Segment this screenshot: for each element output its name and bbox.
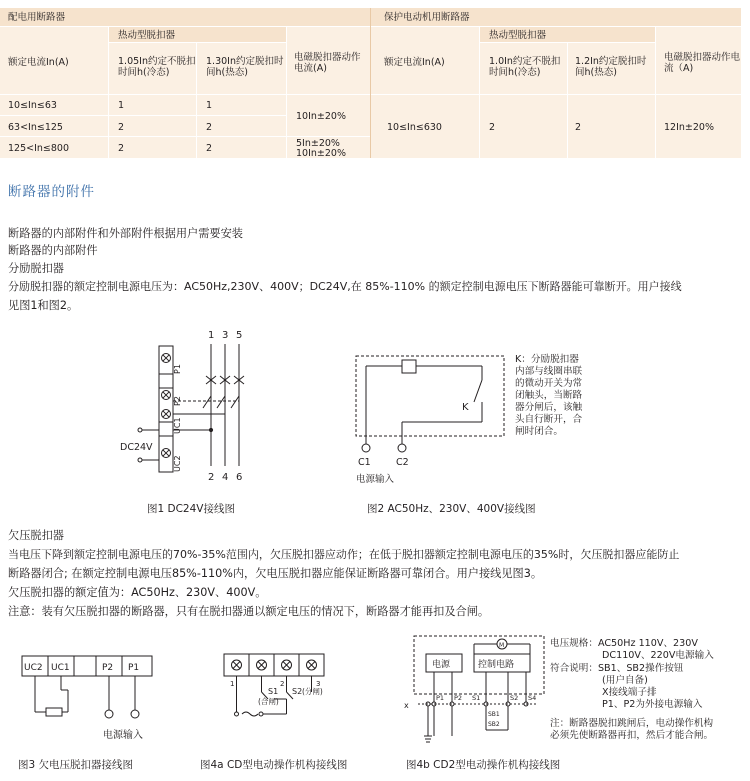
x-label: x [404,701,409,710]
spec-line: (用户自备) [602,675,648,686]
fig3-caption: 图3 欠电压脱扣器接线图 [18,759,134,771]
fig2-note-line: 闸时闭合。 [515,426,563,437]
terminal-icon [282,660,292,670]
terminal-icon [162,449,171,458]
terminal-icon [257,660,267,670]
terminal-label: P1 [128,663,140,673]
fig3-wiring-diagram [18,652,158,744]
terminal-number: 2 [280,680,285,688]
right-group-title: 保护电动机用断路器 [384,12,470,23]
row1-range: 10≤In≤63 [8,100,57,111]
terminal-number: 1 [230,680,235,688]
terminal-label: UC1 [173,417,182,434]
grid-line [108,26,109,158]
supply-label: DC24V [120,442,153,453]
button-label: SB1 [488,711,500,718]
terminal-number: 6 [236,472,243,483]
grid-line [0,136,370,137]
right-c1: 2 [489,122,496,133]
paragraph: 当电压下降到额定控制电源电压的70%-35%范围内，欠压脱扣器应动作；在低于脱扣器额定控制电源电压的35%时，欠压脱扣器应能防止 [8,548,680,561]
spec-line: DC110V、220V电源输入 [602,650,714,661]
grid-line [108,42,286,43]
fig4b-wiring-diagram [402,632,547,748]
terminal-icon [307,660,317,670]
spec-line: P1、P2为外接电源输入 [602,699,703,710]
spec-line: 符合说明：SB1、SB2操作按钮 [550,663,684,674]
terminal-icon [162,391,171,400]
row1-c2: 1 [206,100,213,111]
fig1-caption: 图1 DC24V接线图 [147,503,235,515]
c1-label: C1 [358,457,371,468]
right-range: 10≤In≤630 [387,122,442,133]
em-left-2: 5In±20% [296,138,340,149]
fig2-caption: 图2 AC50Hz、230V、400V接线图 [367,503,536,515]
em-release-right-header: 电磁脱扣器动作电流（A) [664,52,741,74]
left-group-title: 配电用断路器 [8,12,66,23]
left-col1-header: 1.05In约定不脱扣时间h(冷态) [118,56,196,78]
power-input-label: 电源输入 [103,730,143,741]
rated-current-header-right: 额定电流In(A) [384,57,445,68]
row3-c2: 2 [206,143,213,154]
group-divider [370,8,371,158]
control-box-label: 控制电路 [478,660,515,670]
fig2-note-line: 闭触头，当断路 [515,390,583,401]
fig2-note-line: 头自行断开，合 [515,414,583,425]
terminal-label: P1 [436,694,445,702]
row1-c1: 1 [118,100,125,111]
row2-c1: 2 [118,122,125,133]
grid-line [0,115,286,116]
thermal-release-left: 热动型脱扣器 [118,30,176,41]
fig2-note-line: K：分励脱扣器 [515,354,579,365]
fig1-wiring-diagram [110,326,270,491]
paragraph: 分励脱扣器的额定控制电源电压为：AC50Hz,230V、400V；DC24V,在 85%-110% 的额定控制电源电压下断路器能可靠断开。用户接线 [8,280,682,293]
fig4a-wiring-diagram [222,652,328,724]
rated-current-header-left: 额定电流In(A) [8,57,69,68]
paragraph: 欠压脱扣器 [8,529,64,542]
thermal-release-right: 热动型脱扣器 [489,30,547,41]
power-input-label: 电源输入 [356,474,395,485]
terminal-number: 3 [222,330,229,341]
s1-sub-label: (合闸) [258,697,279,706]
fig4a-caption: 图4a CD型电动操作机构接线图 [200,759,348,771]
right-c2: 2 [575,122,582,133]
paragraph: 断路器的内部附件 [8,244,98,257]
right-col1-header: 1.0In约定不脱扣时间h(冷态) [489,56,561,78]
paragraph: 欠压脱扣器的额定值为：AC50Hz、230V、400V。 [8,586,267,599]
fig2-wiring-diagram [352,352,514,492]
row2-c2: 2 [206,122,213,133]
fig2-note-line: 器分闸后，该触 [515,402,583,413]
terminal-label: UC2 [173,455,182,472]
right-col2-header: 1.2In约定脱扣时间h(热态) [575,56,647,78]
section-title: 断路器的附件 [8,184,95,200]
terminal-number: 5 [236,330,243,341]
terminal-icon [162,354,171,363]
row3-c1: 2 [118,143,125,154]
terminal-icon [232,660,242,670]
terminal-number: 4 [222,472,229,483]
terminal-number: 2 [208,472,215,483]
terminal-label: P2 [454,694,463,702]
grid-line [479,26,480,158]
terminal-label: S2 [510,694,519,702]
s2-label: S2 [292,687,303,696]
left-col2-header: 1.30In约定脱扣时间h(热态) [206,56,284,78]
paragraph: 断路器闭合; 在额定控制电源电压85%-110%内，欠电压脱扣器应能保证断路器可靠闭合。用户接线见图3。 [8,567,543,580]
terminal-label: P1 [173,364,182,374]
em-release-left-header: 电磁脱扣器动作电流(A) [294,52,361,74]
terminal-label: UC2 [24,663,43,673]
terminal-label: UC1 [51,663,70,673]
row3-range: 125<In≤800 [8,143,70,154]
terminal-label: P2 [173,396,182,406]
paragraph: 断路器的内部附件和外部附件根据用户需要安装 [8,227,243,240]
button-label: SB2 [488,721,500,728]
grid-line [567,42,568,158]
k-label: K [462,402,469,413]
spec-table [0,8,741,158]
grid-line [196,42,197,158]
em-left-3: 10In±20% [296,148,346,159]
c2-label: C2 [396,457,409,468]
spec-note: 必须先使断路器再扣，然后才能合闸。 [550,730,714,741]
right-em: 12In±20% [664,122,714,133]
s1-label: S1 [268,687,279,696]
fig2-note-line: 内部与线圈串联 [515,366,583,377]
terminal-label: P2 [102,663,114,673]
terminal-label: S1 [472,694,481,702]
terminal-icon [162,410,171,419]
spec-line: X接线端子排 [602,687,657,698]
terminal-label: S4 [528,694,537,702]
paragraph: 见图1和图2。 [8,299,79,312]
grid-line [655,26,656,158]
s2-sub-label: (分闸) [302,687,323,696]
terminal-number: 1 [208,330,215,341]
fig4b-caption: 图4b CD2型电动操作机构接线图 [406,759,561,771]
spec-note: 注：断路器脱扣跳闸后，电动操作机构 [550,718,714,729]
em-left-1: 10In±20% [296,111,346,122]
fig2-note-line: 的微动开关为常 [515,378,583,389]
spec-line: 电压规格：AC50Hz 110V、230V [550,638,698,649]
paragraph: 注意：装有欠压脱扣器的断路器，只有在脱扣器通以额定电压的情况下，断路器才能再扣及合闸。 [8,605,490,618]
grid-line [286,26,287,158]
row2-range: 63<In≤125 [8,122,63,133]
power-box-label: 电源 [432,660,451,670]
terminal-number: 3 [316,680,321,688]
paragraph: 分励脱扣器 [8,262,64,275]
motor-icon: M [499,642,505,649]
